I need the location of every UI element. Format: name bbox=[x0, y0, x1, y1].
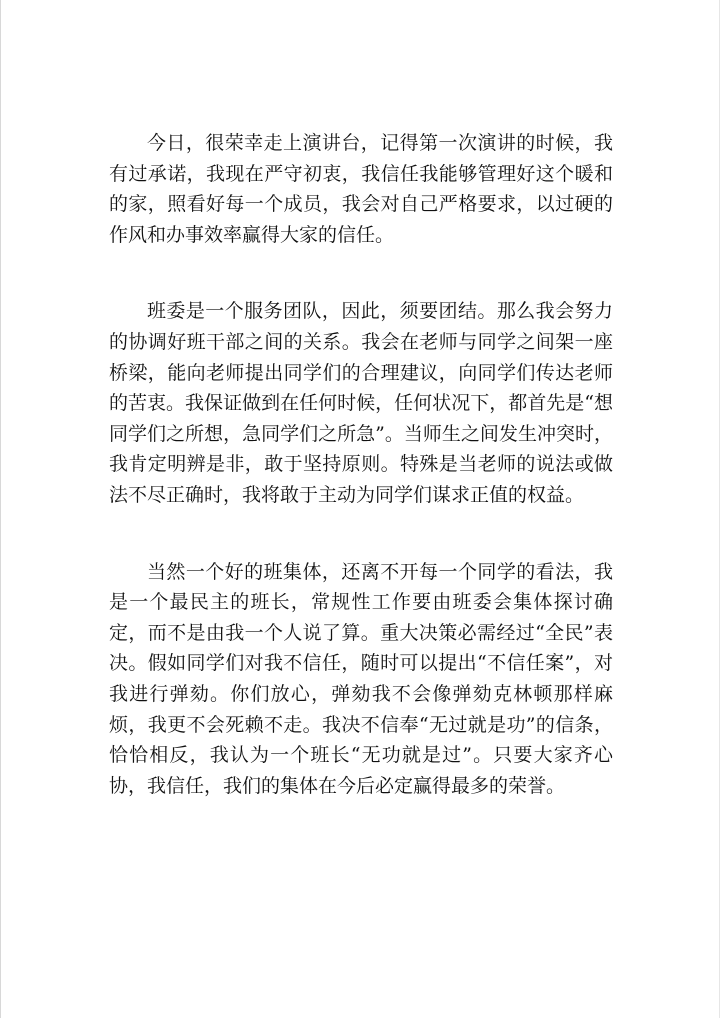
paragraph-3: 当然一个好的班集体，还离不开每一个同学的看法，我是一个最民主的班长，常规性工作要由班委会集体探讨确定，而不是由我一个人说了算。重大决策必需经过“全民”表决。假如同学们对我不信任，随时可以提出“不信任案”，对我进行弹劾。你们放心，弹劾我不会像弹劾克林顿那样麻烦，我更不会死赖不走。我决不信奉“无过就是功”的信条，恰恰相反，我认为一个班长“无功就是过”。只要大家齐心协，我信任，我们的集体在今后必定赢得最多的荣誉。 bbox=[109, 560, 613, 797]
document-body bbox=[109, 128, 613, 801]
paragraph-2: 班委是一个服务团队，因此，须要团结。那么我会努力的协调好班干部之间的关系。我会在老师与同学之间架一座桥梁，能向老师提出同学们的合理建议，向同学们传达老师的苦衷。我保证做到在任何时候，任何状况下，都首先是“想同学们之所想，急同学们之所急”。当师生之间发生冲突时，我肯定明辨是非，敢于坚持原则。特殊是当老师的说法或做法不尽正确时，我将敢于主动为同学们谋求正值的权益。 bbox=[109, 300, 613, 506]
paragraph-1: 今日，很荣幸走上演讲台，记得第一次演讲的时候，我有过承诺，我现在严守初衷，我信任我能够管理好这个暖和的家，照看好每一个成员，我会对自己严格要求，以过硬的作风和办事效率赢得大家的信任。 bbox=[109, 132, 613, 246]
